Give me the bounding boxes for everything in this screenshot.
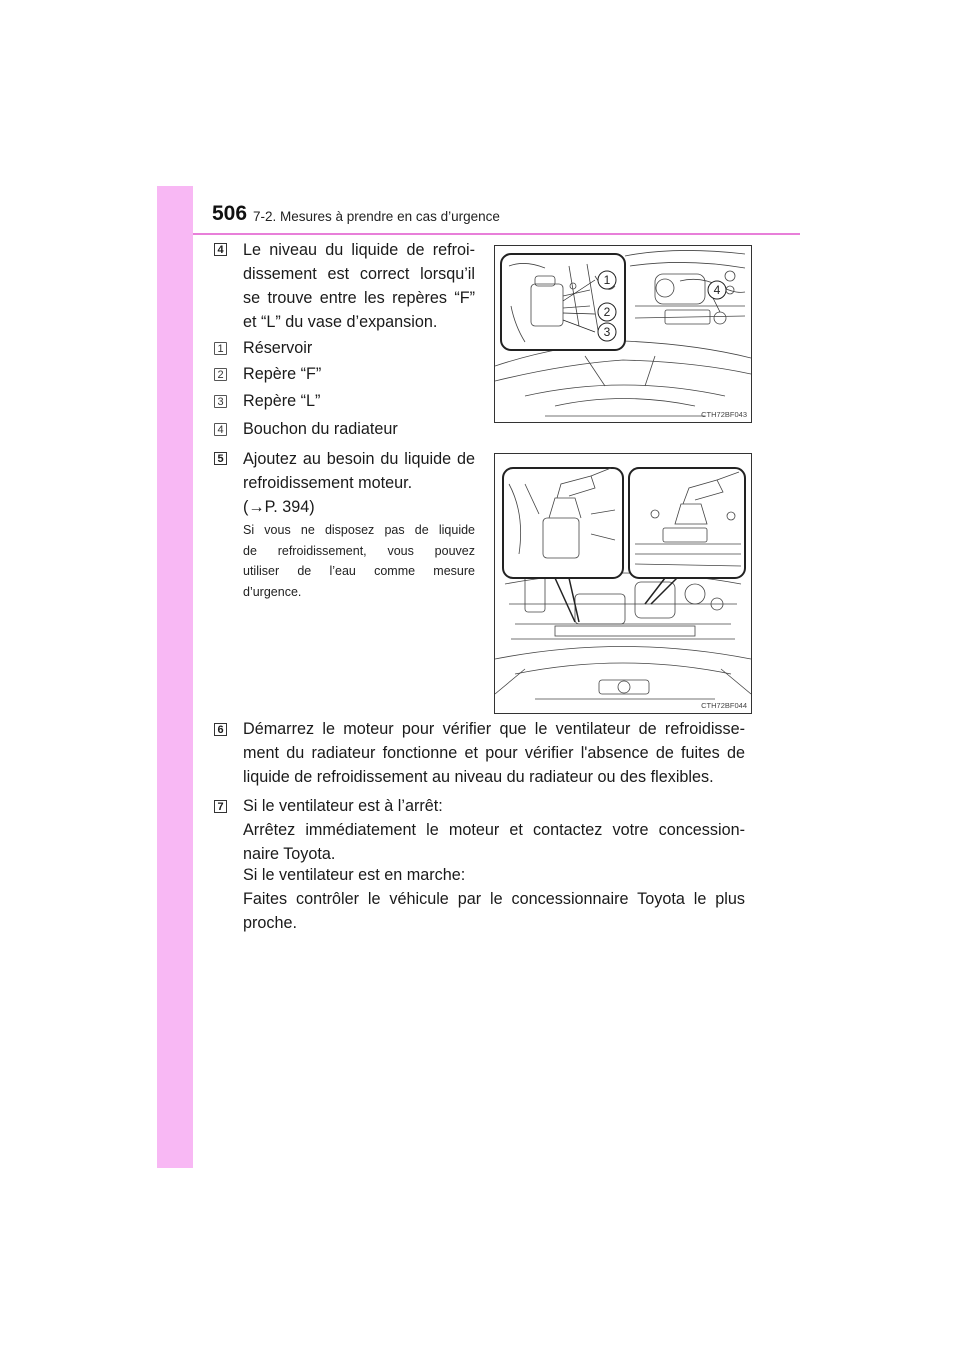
step-5-line-2: refroidissement moteur. bbox=[243, 474, 413, 492]
legend-number-3: 3 bbox=[214, 395, 227, 408]
step-7-text-b bbox=[243, 863, 745, 935]
header-rule bbox=[193, 233, 800, 235]
step-5-note-line-1: Si vous ne disposez pas de liquide bbox=[243, 523, 475, 537]
adding-coolant-illustration bbox=[495, 454, 751, 713]
step-4-line-1: Le niveau du liquide de refroi- bbox=[243, 241, 475, 259]
step-5-note bbox=[243, 520, 475, 602]
step-5-text bbox=[243, 447, 475, 519]
step-number-6: 6 bbox=[214, 723, 227, 736]
step-7-line-4: Si le ventilateur est en marche: bbox=[243, 866, 466, 884]
legend-label-radiator-cap: Bouchon du radiateur bbox=[243, 420, 398, 438]
figure-adding-coolant bbox=[494, 453, 752, 714]
step-6-line-2: ment du radiateur fonctionne et pour vérifier l'absence de fuites de bbox=[243, 744, 745, 762]
step-4-line-3: se trouve entre les repères “F” bbox=[243, 289, 475, 307]
step-7-line-3: naire Toyota. bbox=[243, 845, 336, 863]
figure-callout-4: 4 bbox=[713, 283, 721, 297]
step-5-note-line-4: d’urgence. bbox=[243, 584, 302, 599]
step-7-line-5: Faites contrôler le véhicule par le concessionnaire Toyota le plus bbox=[243, 890, 745, 908]
step-6-line-1: Démarrez le moteur pour vérifier que le ventilateur de refroidisse- bbox=[243, 720, 745, 738]
chapter-side-band bbox=[157, 186, 193, 1168]
legend-number-1: 1 bbox=[214, 342, 227, 355]
step-7-text-a bbox=[243, 794, 745, 866]
figure-callout-2: 2 bbox=[603, 305, 611, 319]
chapter-title: 7-2. Mesures à prendre en cas d’urgence bbox=[253, 209, 500, 224]
step-5-note-line-2: de refroidissement, vous pouvez bbox=[243, 543, 475, 558]
step-5-line-1: Ajoutez au besoin du liquide de bbox=[243, 450, 475, 468]
legend-number-2: 2 bbox=[214, 368, 227, 381]
step-6-text bbox=[243, 717, 745, 789]
page-number: 506 bbox=[212, 202, 248, 225]
step-4-line-2: dissement est correct lorsqu’il bbox=[243, 265, 475, 283]
step-5-note-line-3: utiliser de l’eau comme mesure bbox=[243, 564, 475, 578]
figure-callout-3: 3 bbox=[603, 325, 611, 339]
legend-label-mark-l: Repère “L” bbox=[243, 392, 321, 410]
step-number-5: 5 bbox=[214, 452, 227, 465]
figure-callout-1: 1 bbox=[603, 273, 611, 287]
step-7-line-1: Si le ventilateur est à l’arrêt: bbox=[243, 797, 443, 815]
step-number-4: 4 bbox=[214, 243, 227, 256]
legend-label-reservoir: Réservoir bbox=[243, 339, 313, 357]
legend-number-4: 4 bbox=[214, 423, 227, 436]
step-4-text bbox=[243, 238, 475, 334]
step-7-line-2: Arrêtez immédiatement le moteur et contactez votre concession- bbox=[243, 821, 745, 839]
step-number-7: 7 bbox=[214, 800, 227, 813]
step-7-line-6: proche. bbox=[243, 914, 297, 932]
figure-code-2: CTH72BF044 bbox=[701, 701, 747, 710]
legend-label-mark-f: Repère “F” bbox=[243, 365, 322, 383]
figure-engine-coolant-reservoir bbox=[494, 245, 752, 423]
step-4-line-4: et “L” du vase d’expansion. bbox=[243, 313, 438, 331]
engine-bay-illustration bbox=[495, 246, 751, 422]
figure-code-1: CTH72BF043 bbox=[701, 410, 747, 419]
step-5-page-reference: (→P. 394) bbox=[243, 498, 315, 516]
step-6-line-3: liquide de refroidissement au niveau du radiateur ou des flexibles. bbox=[243, 768, 714, 786]
